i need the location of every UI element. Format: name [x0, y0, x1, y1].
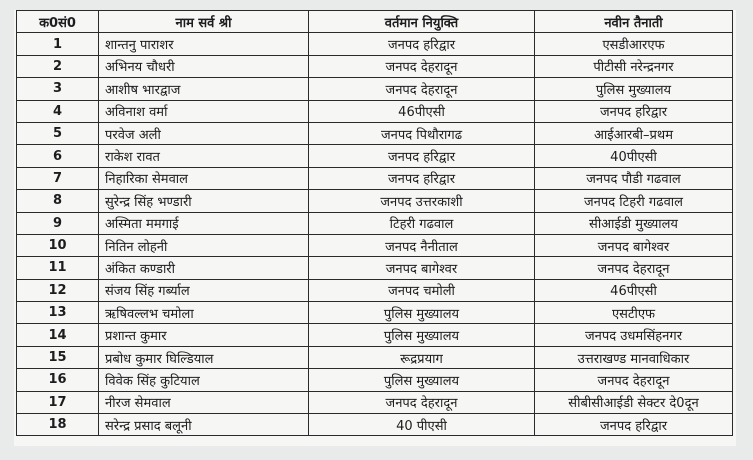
name-cell: निहारिका सेमवाल: [99, 167, 309, 189]
new-posting-cell: सीबीसीआईडी सेक्टर दे0दून: [535, 391, 733, 413]
new-posting-cell: उत्तराखण्ड मानवाधिकार: [535, 346, 733, 368]
name-cell: सरेन्द्र प्रसाद बलूनी: [99, 414, 309, 436]
current-posting-cell: टिहरी गढवाल: [309, 212, 535, 234]
serial-cell: 9: [17, 212, 99, 234]
name-cell: आशीष भारद्वाज: [99, 78, 309, 100]
name-cell: राकेश रावत: [99, 145, 309, 167]
transfer-table: [16, 10, 733, 436]
new-posting-cell: जनपद उधमसिंहनगर: [535, 324, 733, 346]
serial-cell: 10: [17, 234, 99, 256]
current-posting-cell: जनपद बागेश्वर: [309, 257, 535, 279]
current-posting-cell: जनपद चमोली: [309, 279, 535, 301]
header-serial: क0सं0: [17, 11, 99, 33]
current-posting-cell: पुलिस मुख्यालय: [309, 324, 535, 346]
serial-cell: 8: [17, 190, 99, 212]
serial-cell: 13: [17, 302, 99, 324]
new-posting-cell: जनपद पौडी गढवाल: [535, 167, 733, 189]
table-row: [17, 346, 733, 368]
new-posting-cell: पुलिस मुख्यालय: [535, 78, 733, 100]
serial-cell: 2: [17, 55, 99, 77]
new-posting-cell: जनपद देहरादून: [535, 369, 733, 391]
table-row: [17, 167, 733, 189]
serial-cell: 7: [17, 167, 99, 189]
new-posting-cell: जनपद बागेश्वर: [535, 234, 733, 256]
current-posting-cell: जनपद नैनीताल: [309, 234, 535, 256]
serial-cell: 1: [17, 33, 99, 55]
table-row: [17, 414, 733, 436]
table-row: [17, 324, 733, 346]
current-posting-cell: 40 पीएसी: [309, 414, 535, 436]
name-cell: ऋषिवल्लभ चमोला: [99, 302, 309, 324]
current-posting-cell: जनपद देहरादून: [309, 391, 535, 413]
new-posting-cell: पीटीसी नरेन्द्रनगर: [535, 55, 733, 77]
table-row: [17, 122, 733, 144]
header-new-posting: नवीन तैनाती: [535, 11, 733, 33]
new-posting-cell: एसटीएफ: [535, 302, 733, 324]
name-cell: नितिन लोहनी: [99, 234, 309, 256]
current-posting-cell: जनपद देहरादून: [309, 78, 535, 100]
table-row: [17, 78, 733, 100]
new-posting-cell: जनपद देहरादून: [535, 257, 733, 279]
table-row: [17, 302, 733, 324]
name-cell: शान्तनु पाराशर: [99, 33, 309, 55]
table-body: [17, 33, 733, 436]
table-row: [17, 257, 733, 279]
name-cell: परवेज अली: [99, 122, 309, 144]
name-cell: अस्मिता ममगाई: [99, 212, 309, 234]
current-posting-cell: जनपद देहरादून: [309, 55, 535, 77]
serial-cell: 6: [17, 145, 99, 167]
table-row: [17, 145, 733, 167]
serial-cell: 17: [17, 391, 99, 413]
serial-cell: 3: [17, 78, 99, 100]
table-row: [17, 100, 733, 122]
header-current-posting: वर्तमान नियुक्ति: [309, 11, 535, 33]
current-posting-cell: जनपद उत्तरकाशी: [309, 190, 535, 212]
current-posting-cell: पुलिस मुख्यालय: [309, 302, 535, 324]
name-cell: विवेक सिंह कुटियाल: [99, 369, 309, 391]
new-posting-cell: जनपद हरिद्वार: [535, 100, 733, 122]
name-cell: नीरज सेमवाल: [99, 391, 309, 413]
table-row: [17, 369, 733, 391]
serial-cell: 5: [17, 122, 99, 144]
table-row: [17, 212, 733, 234]
table-row: [17, 279, 733, 301]
table-row: [17, 391, 733, 413]
name-cell: प्रशान्त कुमार: [99, 324, 309, 346]
name-cell: अभिनय चौधरी: [99, 55, 309, 77]
name-cell: प्रबोध कुमार घिल्डियाल: [99, 346, 309, 368]
name-cell: सुरेन्द्र सिंह भण्डारी: [99, 190, 309, 212]
name-cell: अविनाश वर्मा: [99, 100, 309, 122]
table-row: [17, 234, 733, 256]
current-posting-cell: जनपद पिथौरागढ: [309, 122, 535, 144]
serial-cell: 12: [17, 279, 99, 301]
current-posting-cell: 46पीएसी: [309, 100, 535, 122]
new-posting-cell: जनपद हरिद्वार: [535, 414, 733, 436]
current-posting-cell: जनपद हरिद्वार: [309, 145, 535, 167]
header-name: नाम सर्व श्री: [99, 11, 309, 33]
new-posting-cell: जनपद टिहरी गढवाल: [535, 190, 733, 212]
current-posting-cell: जनपद हरिद्वार: [309, 33, 535, 55]
new-posting-cell: आईआरबी–प्रथम: [535, 122, 733, 144]
current-posting-cell: पुलिस मुख्यालय: [309, 369, 535, 391]
table-row: [17, 55, 733, 77]
serial-cell: 16: [17, 369, 99, 391]
document-page: [14, 10, 736, 446]
new-posting-cell: 46पीएसी: [535, 279, 733, 301]
serial-cell: 4: [17, 100, 99, 122]
current-posting-cell: जनपद हरिद्वार: [309, 167, 535, 189]
table-row: [17, 190, 733, 212]
new-posting-cell: सीआईडी मुख्यालय: [535, 212, 733, 234]
serial-cell: 11: [17, 257, 99, 279]
serial-cell: 15: [17, 346, 99, 368]
name-cell: संजय सिंह गर्ब्याल: [99, 279, 309, 301]
current-posting-cell: रूद्रप्रयाग: [309, 346, 535, 368]
serial-cell: 18: [17, 414, 99, 436]
name-cell: अंकित कण्डारी: [99, 257, 309, 279]
new-posting-cell: 40पीएसी: [535, 145, 733, 167]
serial-cell: 14: [17, 324, 99, 346]
table-header-row: [17, 11, 733, 33]
table-row: [17, 33, 733, 55]
new-posting-cell: एसडीआरएफ: [535, 33, 733, 55]
